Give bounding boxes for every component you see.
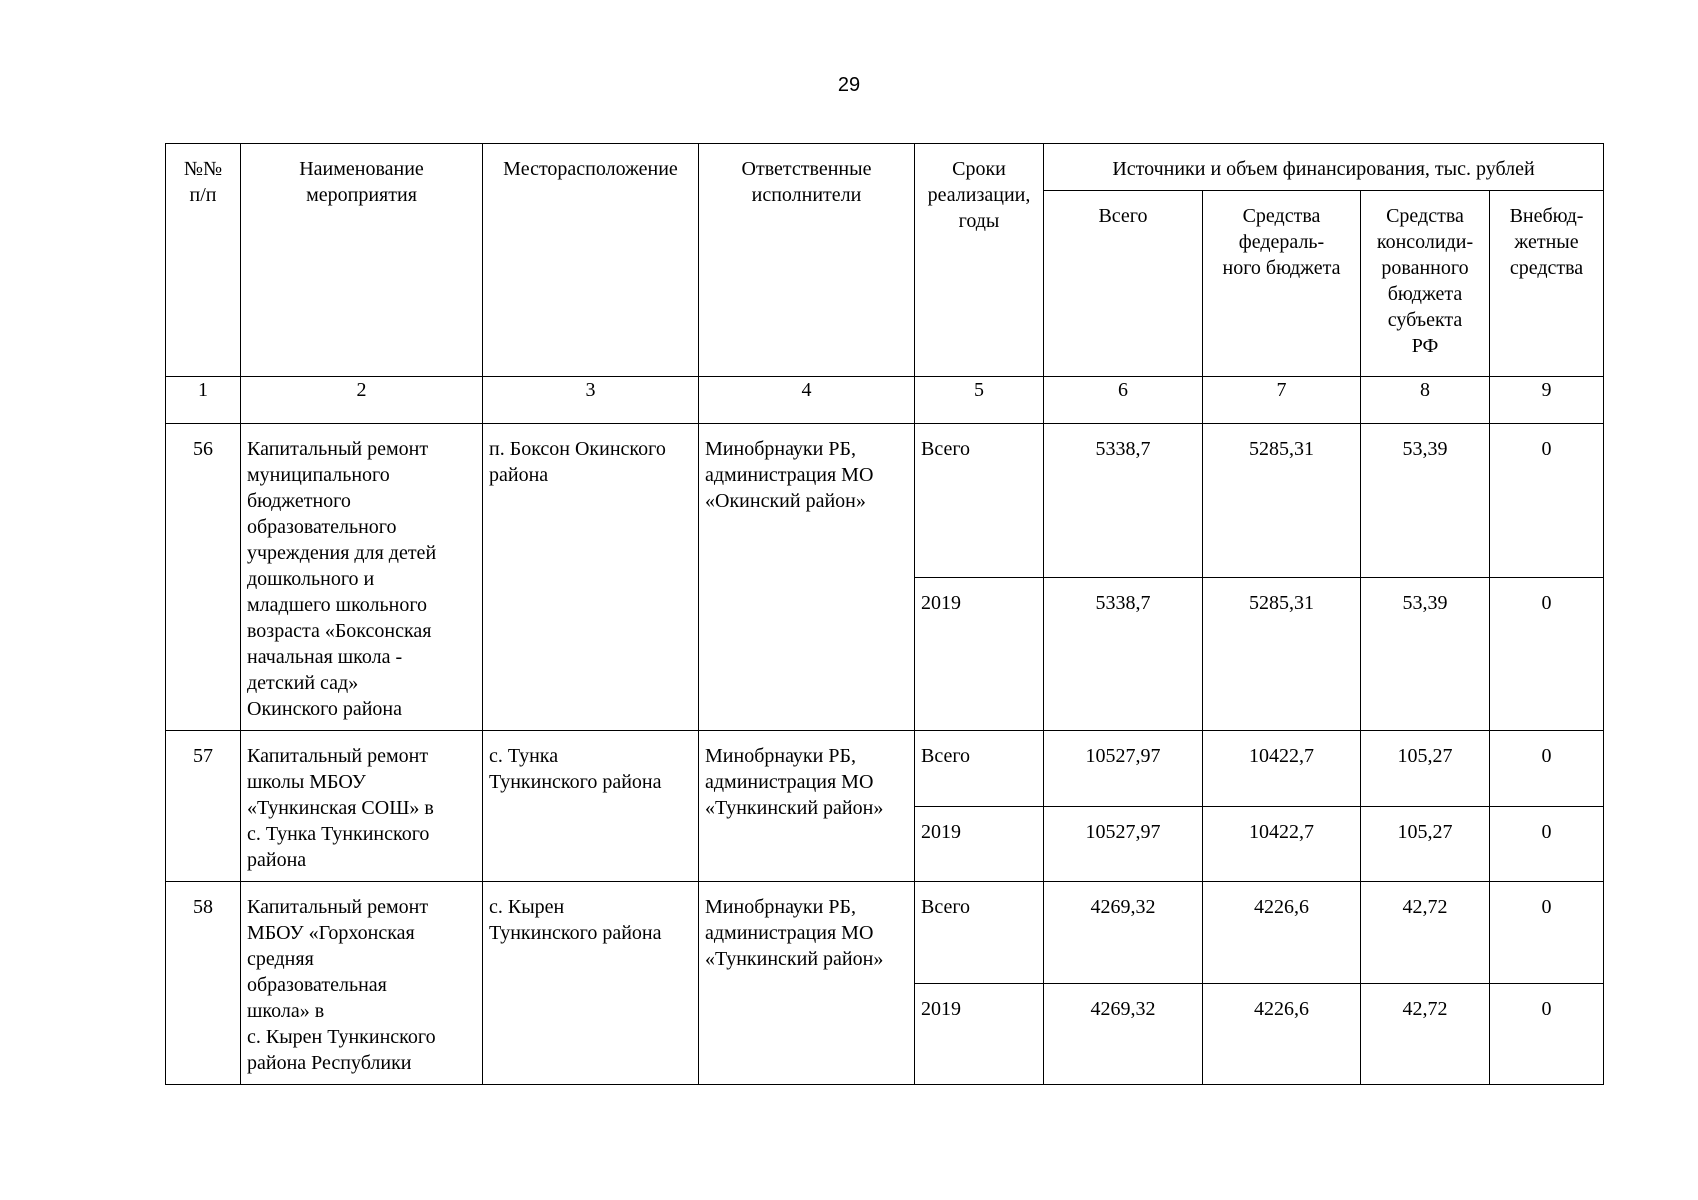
row-total: 5338,7 [1044, 424, 1203, 578]
row-regional: 53,39 [1361, 424, 1490, 578]
row-extra: 0 [1490, 731, 1604, 807]
row-regional: 105,27 [1361, 731, 1490, 807]
row-regional: 42,72 [1361, 983, 1490, 1085]
row-total: 10527,97 [1044, 806, 1203, 882]
page-number: 29 [837, 74, 861, 96]
column-number: 2 [241, 377, 483, 424]
header-federal: Средства федераль- ного бюджета [1203, 191, 1361, 377]
table-row [166, 424, 1604, 578]
header-period: Сроки реализации, годы [915, 144, 1044, 377]
financing-table [165, 143, 1604, 1085]
header-funding-group: Источники и объем финансирования, тыс. рублей [1044, 144, 1604, 191]
column-number: 9 [1490, 377, 1604, 424]
row-federal: 10422,7 [1203, 731, 1361, 807]
row-period: Всего [915, 731, 1044, 807]
row-extra: 0 [1490, 983, 1604, 1085]
header-row-top [166, 144, 1604, 191]
row-num: 58 [166, 882, 241, 1085]
row-period: Всего [915, 424, 1044, 578]
header-extra: Внебюд- жетные средства [1490, 191, 1604, 377]
column-number: 6 [1044, 377, 1203, 424]
row-period: 2019 [915, 983, 1044, 1085]
row-num: 56 [166, 424, 241, 731]
row-extra: 0 [1490, 806, 1604, 882]
row-period: 2019 [915, 806, 1044, 882]
row-period: 2019 [915, 577, 1044, 731]
row-extra: 0 [1490, 577, 1604, 731]
row-total: 4269,32 [1044, 983, 1203, 1085]
column-number: 1 [166, 377, 241, 424]
row-total: 5338,7 [1044, 577, 1203, 731]
header-total: Всего [1044, 191, 1203, 377]
column-number-row [166, 377, 1604, 424]
row-num: 57 [166, 731, 241, 882]
row-name: Капитальный ремонт школы МБОУ «Тункинская СОШ» в с. Тунка Тункинского района [241, 731, 483, 882]
header-location: Месторасположение [483, 144, 699, 377]
row-federal: 10422,7 [1203, 806, 1361, 882]
header-regional: Средства консолиди- рованного бюджета субъекта РФ [1361, 191, 1490, 377]
header-responsible: Ответственные исполнители [699, 144, 915, 377]
row-regional: 105,27 [1361, 806, 1490, 882]
row-extra: 0 [1490, 882, 1604, 984]
column-number: 5 [915, 377, 1044, 424]
row-responsible: Минобрнауки РБ, администрация МО «Тункинский район» [699, 882, 915, 1085]
row-federal: 5285,31 [1203, 424, 1361, 578]
row-location: п. Боксон Окинского района [483, 424, 699, 731]
row-period: Всего [915, 882, 1044, 984]
column-number: 3 [483, 377, 699, 424]
row-name: Капитальный ремонт муниципального бюджетного образовательного учреждения для детей дошкольного и младшего школьного возраста «Боксонская начальная школа - детский сад» Окинского района [241, 424, 483, 731]
row-location: с. Кырен Тункинского района [483, 882, 699, 1085]
row-responsible: Минобрнауки РБ, администрация МО «Окинский район» [699, 424, 915, 731]
table-row [166, 731, 1604, 807]
row-regional: 53,39 [1361, 577, 1490, 731]
column-number: 7 [1203, 377, 1361, 424]
row-name: Капитальный ремонт МБОУ «Горхонская средняя образовательная школа» в с. Кырен Тункинского района Республики [241, 882, 483, 1085]
row-location: с. Тунка Тункинского района [483, 731, 699, 882]
row-total: 10527,97 [1044, 731, 1203, 807]
row-total: 4269,32 [1044, 882, 1203, 984]
row-regional: 42,72 [1361, 882, 1490, 984]
header-num: №№ п/п [166, 144, 241, 377]
table-row [166, 882, 1604, 984]
row-responsible: Минобрнауки РБ, администрация МО «Тункинский район» [699, 731, 915, 882]
column-number: 4 [699, 377, 915, 424]
row-federal: 4226,6 [1203, 983, 1361, 1085]
row-federal: 5285,31 [1203, 577, 1361, 731]
row-extra: 0 [1490, 424, 1604, 578]
column-number: 8 [1361, 377, 1490, 424]
header-name: Наименование мероприятия [241, 144, 483, 377]
row-federal: 4226,6 [1203, 882, 1361, 984]
